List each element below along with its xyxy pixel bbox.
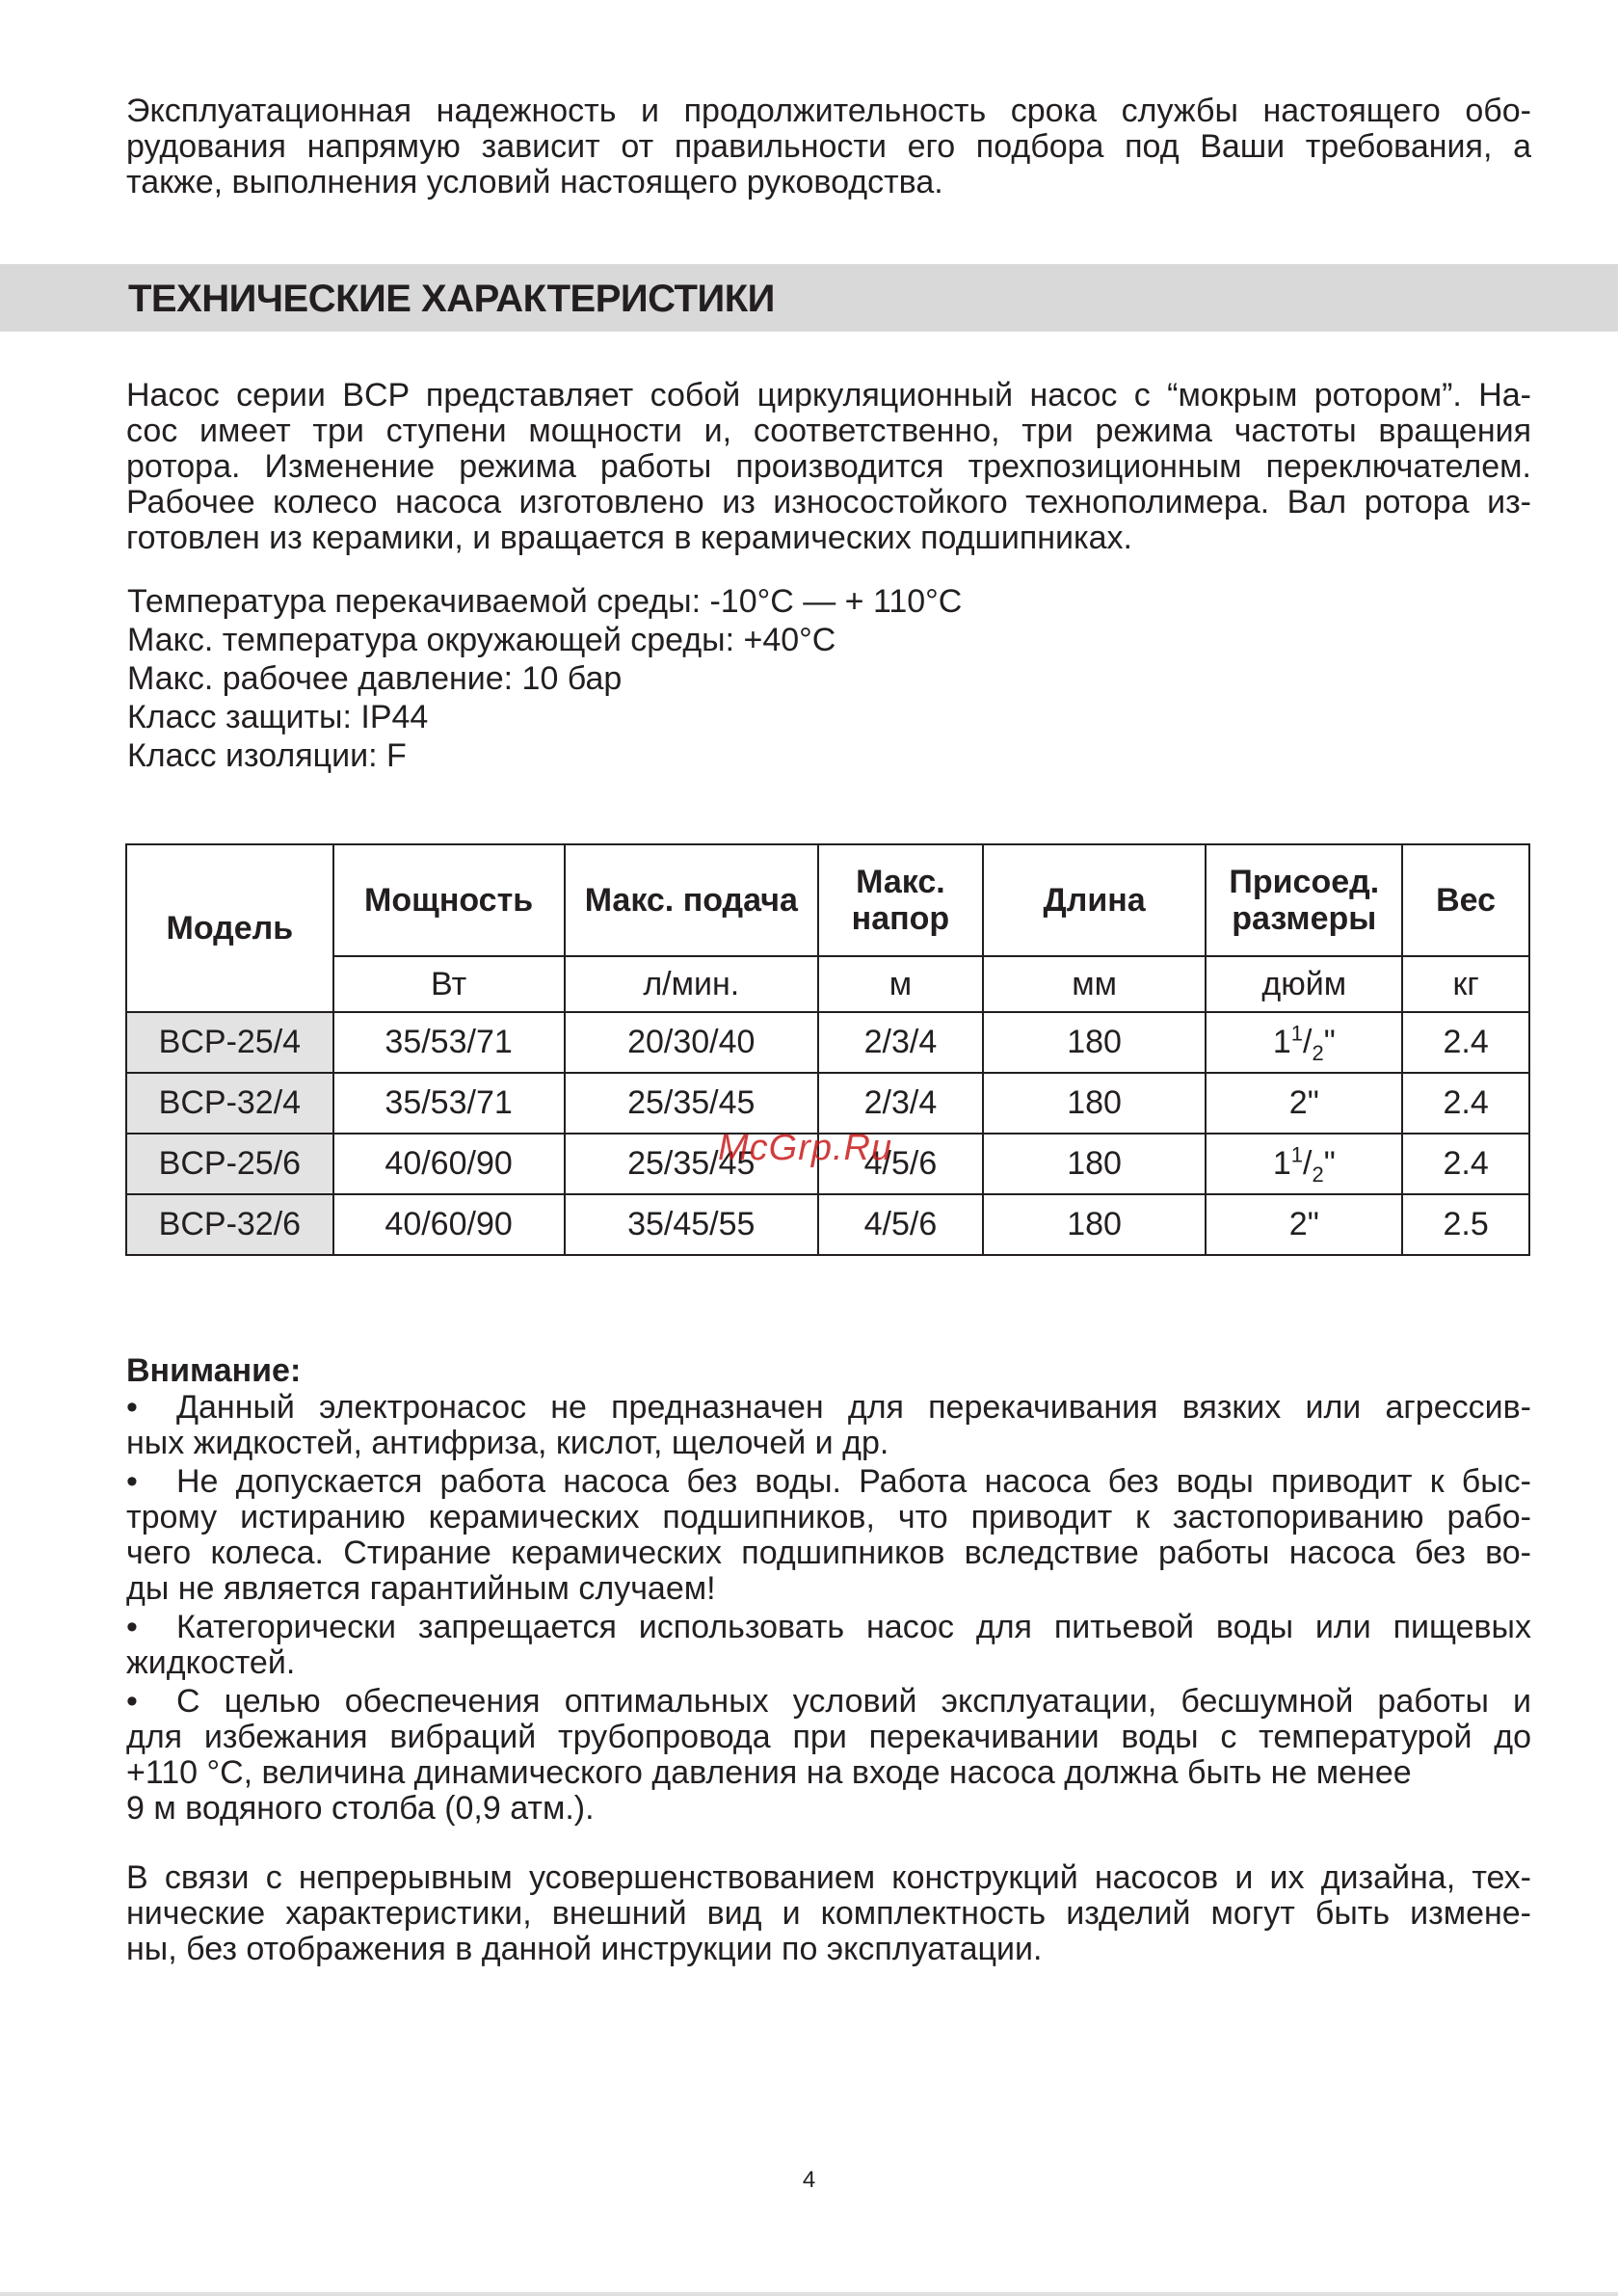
- bullet-icon: •: [126, 1389, 138, 1426]
- attention-title: Внимание:: [126, 1352, 302, 1389]
- cell-power: 40/60/90: [333, 1194, 565, 1255]
- intro-line: также, выполнения условий настоящего руководства.: [126, 164, 943, 200]
- description-line: сос имеет три ступени мощности и, соответственно, три режима частоты вращения: [126, 413, 1531, 449]
- table-row: [126, 1012, 1529, 1073]
- closing-line: В связи с непрерывным усовершенствованием конструкций насосов и их дизайна, тех-: [126, 1859, 1531, 1896]
- intro-paragraph: [126, 93, 1531, 200]
- intro-line: Эксплуатационная надежность и продолжительность срока службы настоящего обо-: [126, 93, 1531, 129]
- closing-line: нические характеристики, внешний вид и комплектность изделий могут быть измене-: [126, 1895, 1531, 1932]
- cell-model: BCP-25/4: [126, 1012, 333, 1073]
- cell-connection: $1^1/_2$": [1206, 1012, 1402, 1073]
- table-row: [126, 1194, 1529, 1255]
- cell-model: BCP-32/4: [126, 1073, 333, 1134]
- cell-weight: 2.4: [1402, 1134, 1529, 1194]
- cell-model: BCP-25/6: [126, 1134, 333, 1194]
- spec-line: Класс защиты: IP44: [127, 699, 429, 735]
- cell-connection: 2": [1206, 1194, 1402, 1255]
- cell-head: 4/5/6: [818, 1194, 983, 1255]
- unit-head: м: [818, 956, 983, 1012]
- intro-line: рудования напрямую зависит от правильности его подбора под Ваши требования, а: [126, 128, 1531, 165]
- cell-weight: 2.5: [1402, 1194, 1529, 1255]
- cell-weight: 2.4: [1402, 1073, 1529, 1134]
- header-flow: Макс. подача: [565, 844, 819, 956]
- unit-flow: л/мин.: [565, 956, 819, 1012]
- bottom-divider: [0, 2292, 1618, 2296]
- spec-table: [125, 843, 1530, 1256]
- bullet-icon: •: [126, 1463, 138, 1500]
- spec-line: Класс изоляции: F: [127, 737, 407, 774]
- closing-line: ны, без отображения в данной инструкции по эксплуатации.: [126, 1931, 1043, 1967]
- header-power: Мощность: [333, 844, 565, 956]
- section-title: ТЕХНИЧЕСКИЕ ХАРАКТЕРИСТИКИ: [128, 278, 775, 320]
- bullet-icon: •: [126, 1609, 138, 1645]
- cell-head: 2/3/4: [818, 1073, 983, 1134]
- table-row: [126, 1073, 1529, 1134]
- attention-list: [126, 1390, 1531, 1829]
- unit-connection: дюйм: [1206, 956, 1402, 1012]
- spec-list: [127, 582, 962, 775]
- cell-flow: 35/45/55: [565, 1194, 819, 1255]
- watermark: McGrp.Ru: [718, 1128, 893, 1168]
- attention-item: • Категорически запрещается использовать насос для питьевой воды или пищевых жидкостей.: [126, 1609, 1531, 1681]
- cell-power: 35/53/71: [333, 1073, 565, 1134]
- description-line: Рабочее колесо насоса изготовлено из износостойкого технополимера. Вал ротора из-: [126, 484, 1531, 521]
- attention-item: • С целью обеспечения оптимальных условий эксплуатации, бесшумной работы и для избежания вибраций трубопровода при перекачивании воды с температурой до +110 °С, величина динамического давления на входе насоса должна быть не менее 9 м водяного столба (0,9 атм.).: [126, 1683, 1531, 1827]
- description-paragraph: [126, 378, 1531, 556]
- cell-length: 180: [983, 1073, 1207, 1134]
- header-model: Модель: [126, 844, 333, 1012]
- bullet-icon: •: [126, 1683, 138, 1720]
- cell-weight: 2.4: [1402, 1012, 1529, 1073]
- description-line: ротора. Изменение режима работы производится трехпозиционным переключателем.: [126, 448, 1531, 485]
- cell-length: 180: [983, 1134, 1207, 1194]
- cell-head: 2/3/4: [818, 1012, 983, 1073]
- unit-power: Вт: [333, 956, 565, 1012]
- cell-flow: 25/35/45: [565, 1134, 819, 1194]
- cell-length: 180: [983, 1194, 1207, 1255]
- header-head: Макс. напор: [818, 844, 983, 956]
- description-line: готовлен из керамики, и вращается в керамических подшипниках.: [126, 520, 1132, 556]
- closing-paragraph: [126, 1860, 1531, 1967]
- section-header-band: [0, 264, 1618, 332]
- description-line: Насос серии BCP представляет собой циркуляционный насос с “мокрым ротором”. На-: [126, 377, 1531, 414]
- unit-length: мм: [983, 956, 1207, 1012]
- page-number: 4: [802, 2167, 816, 2193]
- spec-line: Макс. рабочее давление: 10 бар: [127, 660, 623, 697]
- cell-connection: $1^1/_2$": [1206, 1134, 1402, 1194]
- header-length: Длина: [983, 844, 1207, 956]
- attention-item: • Данный электронасос не предназначен для перекачивания вязких или агрессив- ных жидкостей, антифриза, кислот, щелочей и др.: [126, 1389, 1531, 1461]
- cell-power: 40/60/90: [333, 1134, 565, 1194]
- header-connection: Присоед. размеры: [1206, 844, 1402, 956]
- cell-model: BCP-32/6: [126, 1194, 333, 1255]
- attention-item: • Не допускается работа насоса без воды. Работа насоса без воды приводит к быс- трому истиранию керамических подшипников, что приводит к застопориванию рабо- чего колеса. Стирание керамических подшипников вследствие работы насоса без во- ды не является гарантийным случаем!: [126, 1463, 1531, 1607]
- header-weight: Вес: [1402, 844, 1529, 956]
- cell-length: 180: [983, 1012, 1207, 1073]
- unit-weight: кг: [1402, 956, 1529, 1012]
- cell-flow: 25/35/45: [565, 1073, 819, 1134]
- cell-power: 35/53/71: [333, 1012, 565, 1073]
- cell-head: 4/5/6: [818, 1134, 983, 1194]
- cell-flow: 20/30/40: [565, 1012, 819, 1073]
- spec-line: Температура перекачиваемой среды: -10°С — + 110°С: [127, 583, 963, 620]
- cell-connection: 2": [1206, 1073, 1402, 1134]
- spec-line: Макс. температура окружающей среды: +40°С: [127, 622, 836, 658]
